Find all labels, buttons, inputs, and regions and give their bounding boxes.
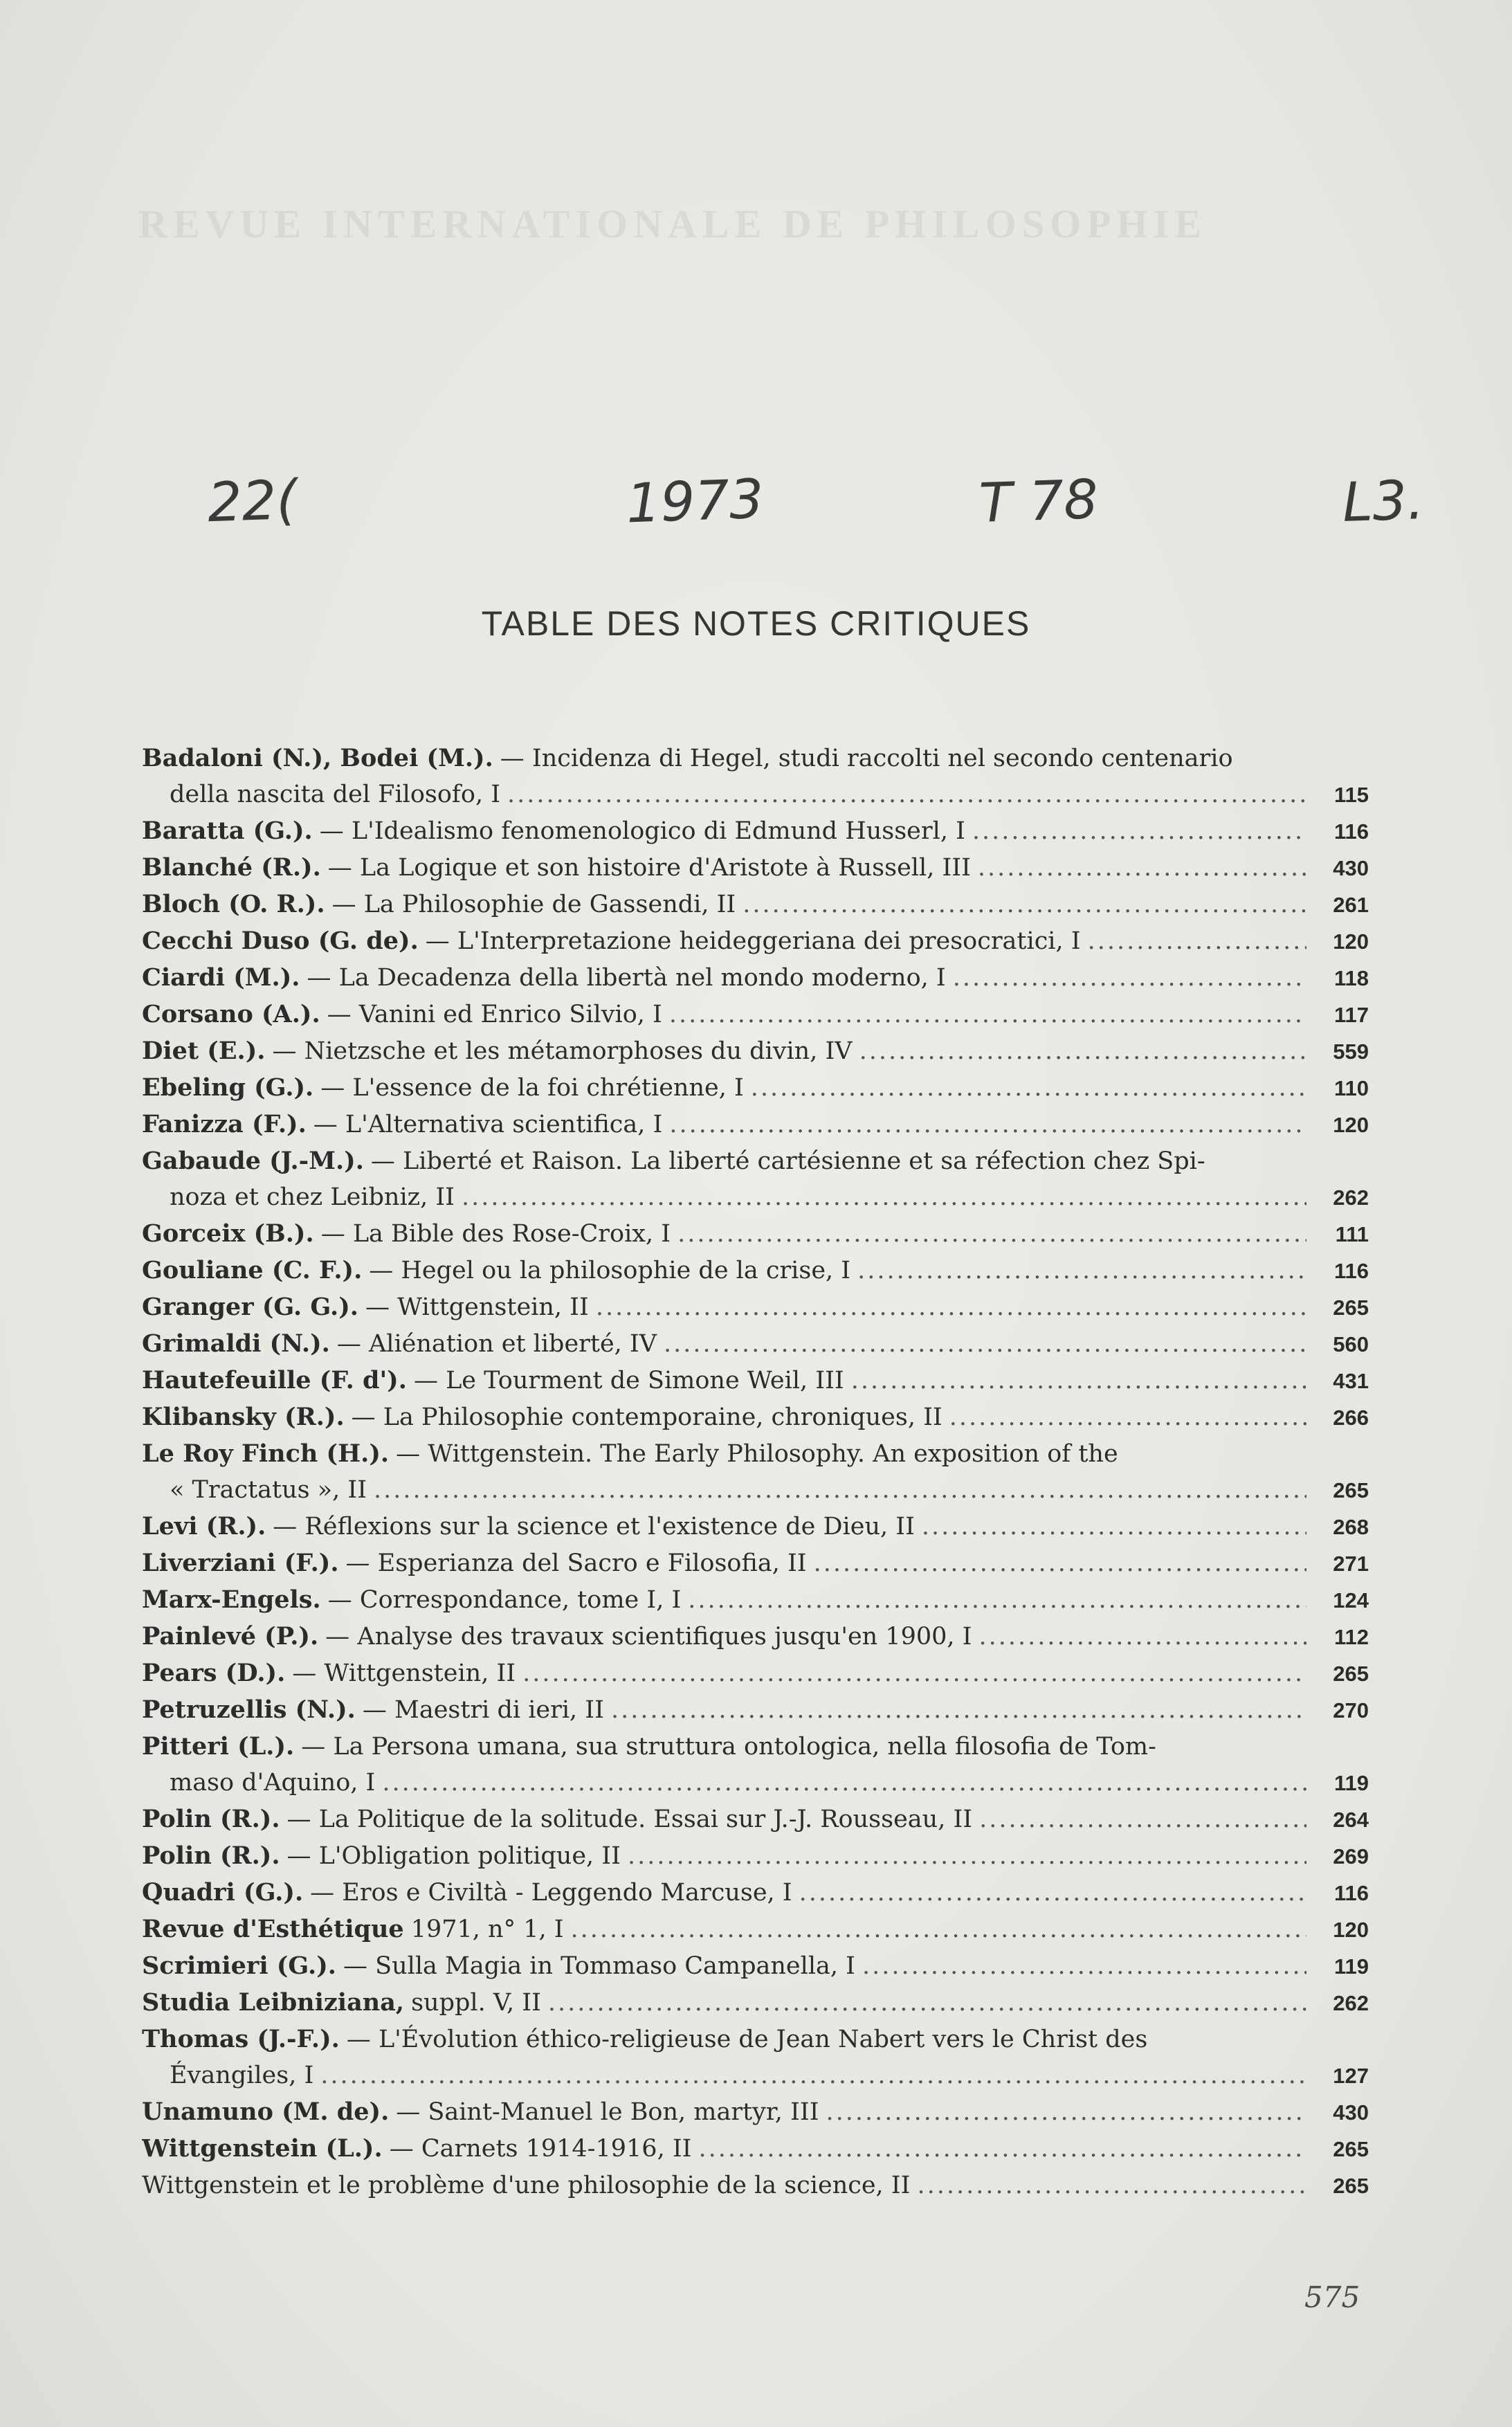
entry-line — [142, 1253, 1369, 1289]
entry-author: Studia Leibniziana, — [142, 1988, 405, 2017]
entry-line — [142, 1801, 1369, 1838]
entry-line — [142, 1070, 1369, 1107]
entry-page-number: 111 — [1335, 1222, 1369, 1246]
entry-continuation-line — [142, 776, 1369, 813]
entry-title-continuation: Évangiles, I — [170, 2062, 314, 2089]
list-item — [142, 1875, 1369, 1911]
entry-author: Gouliane (C. F.). — [142, 1256, 363, 1284]
entry-line — [142, 1216, 1369, 1253]
entry-author: Scrimieri (G.). — [142, 1952, 336, 1980]
list-item — [142, 1545, 1369, 1582]
entry-title-continuation: « Tractatus », II — [170, 1476, 367, 1504]
entry-line — [142, 923, 1369, 960]
entry-page-number: 118 — [1333, 966, 1369, 990]
entry-line — [142, 960, 1369, 997]
list-item — [142, 1399, 1369, 1436]
entries-list — [142, 740, 1369, 2204]
list-item — [142, 960, 1369, 997]
entry-line — [142, 2094, 1369, 2131]
entry-author: Gorceix (B.). — [142, 1219, 314, 1248]
list-item — [142, 1253, 1369, 1289]
list-item — [142, 813, 1369, 850]
entry-author: Revue d'Esthétique — [142, 1915, 404, 1943]
list-item — [142, 1436, 1369, 1509]
entry-title: — L'Évolution éthico-religieuse de Jean Nabert vers le Christ des — [346, 2026, 1148, 2053]
leader-dots — [669, 997, 1306, 1033]
leader-dots — [677, 1216, 1306, 1252]
entry-line — [142, 2021, 1369, 2057]
leader-dots — [799, 1875, 1306, 1911]
list-item — [142, 850, 1369, 887]
entry-author: Gabaude (J.-M.). — [142, 1147, 364, 1175]
entry-page-number: 265 — [1333, 1478, 1369, 1502]
list-item — [142, 1070, 1369, 1107]
entry-author: Thomas (J.-F.). — [142, 2025, 340, 2053]
entry-page-number: 264 — [1333, 1808, 1369, 1832]
leader-dots — [669, 1107, 1306, 1143]
list-item — [142, 1838, 1369, 1875]
entry-title: — Wittgenstein, II — [292, 1660, 516, 1687]
entry-title: — Saint-Manuel le Bon, martyr, III — [396, 2098, 819, 2126]
entry-line — [142, 1436, 1369, 1472]
leader-dots — [917, 2167, 1306, 2203]
list-item — [142, 1326, 1369, 1363]
entry-author: Diet (E.). — [142, 1037, 266, 1065]
leader-dots — [374, 1472, 1306, 1508]
entry-line — [142, 1509, 1369, 1545]
entry-line — [142, 997, 1369, 1033]
leader-dots — [688, 1582, 1306, 1618]
entry-line — [142, 1655, 1369, 1692]
entry-page-number: 261 — [1333, 893, 1369, 917]
list-item — [142, 1509, 1369, 1545]
leader-dots — [664, 1326, 1306, 1362]
entry-author: Corsano (A.). — [142, 1000, 320, 1028]
entry-author: Pitteri (L.). — [142, 1732, 295, 1761]
list-item — [142, 1655, 1369, 1692]
entry-line — [142, 1033, 1369, 1070]
entry-author: Le Roy Finch (H.). — [142, 1439, 390, 1468]
entry-line — [142, 1363, 1369, 1399]
entry-page-number: 559 — [1333, 1039, 1369, 1064]
entry-title: — L'Obligation politique, II — [286, 1842, 621, 1870]
entry-title: — Sulla Magia in Tommaso Campanella, I — [343, 1952, 855, 1980]
leader-dots — [979, 1801, 1306, 1837]
list-item — [142, 997, 1369, 1033]
entry-title: suppl. V, II — [411, 1989, 541, 2017]
entry-page-number: 431 — [1333, 1369, 1369, 1393]
entry-page-number: 116 — [1333, 1259, 1369, 1283]
entry-author: Ciardi (M.). — [142, 963, 300, 992]
leader-dots — [320, 2057, 1306, 2093]
entry-author: Unamuno (M. de). — [142, 2098, 390, 2126]
list-item — [142, 887, 1369, 923]
handwritten-note-2: 1973 — [625, 468, 765, 536]
entry-title: — La Decadenza della libertà nel mondo moderno, I — [307, 964, 946, 992]
entry-author: Fanizza (F.). — [142, 1110, 307, 1138]
leader-dots — [972, 813, 1306, 849]
list-item — [142, 2021, 1369, 2094]
leader-dots — [949, 1399, 1306, 1435]
leader-dots — [857, 1253, 1306, 1289]
entry-line — [142, 1875, 1369, 1911]
entry-line — [142, 1289, 1369, 1326]
entry-title: — La Persona umana, sua struttura ontologica, nella filosofia de Tom- — [301, 1733, 1156, 1761]
handwritten-note-3: T 78 — [978, 469, 1100, 535]
entry-page-number: 266 — [1333, 1406, 1369, 1430]
list-item — [142, 1692, 1369, 1729]
handwritten-note-1: 22( — [206, 469, 299, 535]
entry-page-number: 262 — [1333, 1991, 1369, 2015]
entry-author: Pears (D.). — [142, 1659, 286, 1687]
list-item — [142, 740, 1369, 813]
leader-dots — [548, 1985, 1306, 2021]
entry-page-number: 119 — [1333, 1771, 1369, 1795]
list-item — [142, 1107, 1369, 1143]
entry-author: Painlevé (P.). — [142, 1622, 319, 1651]
entry-page-number: 265 — [1333, 2174, 1369, 2198]
entry-title: — Incidenza di Hegel, studi raccolti nel secondo centenario — [500, 745, 1233, 772]
list-item — [142, 1619, 1369, 1655]
entry-continuation-line — [142, 2057, 1369, 2094]
leader-dots — [862, 1948, 1306, 1984]
bleed-through-header: REVUE INTERNATIONALE DE PHILOSOPHIE — [138, 201, 1207, 246]
entry-title: — L'essence de la foi chrétienne, I — [320, 1074, 744, 1102]
entry-page-number: 265 — [1333, 1662, 1369, 1686]
leader-dots — [859, 1033, 1306, 1069]
entry-continuation-line — [142, 1765, 1369, 1801]
list-item — [142, 1985, 1369, 2021]
entry-author: Levi (R.). — [142, 1512, 266, 1540]
entry-title: — Aliénation et liberté, IV — [336, 1330, 657, 1358]
entry-line — [142, 1985, 1369, 2021]
list-item — [142, 1948, 1369, 1985]
page-title: TABLE DES NOTES CRITIQUES — [481, 604, 1031, 643]
entry-author: Polin (R.). — [142, 1805, 280, 1833]
entry-line — [142, 813, 1369, 850]
entry-line — [142, 740, 1369, 776]
entry-continuation-line — [142, 1472, 1369, 1509]
entry-page-number: 112 — [1333, 1625, 1369, 1649]
entry-line — [142, 1911, 1369, 1948]
leader-dots — [851, 1363, 1306, 1399]
entry-line — [142, 887, 1369, 923]
entry-title: — Wittgenstein. The Early Philosophy. An exposition of the — [396, 1440, 1118, 1468]
entry-title: — La Philosophie contemporaine, chroniques, II — [351, 1403, 942, 1431]
page-number: 575 — [1304, 2280, 1360, 2314]
entry-title: — Hegel ou la philosophie de la crise, I — [369, 1257, 851, 1284]
entry-page-number: 116 — [1333, 1881, 1369, 1905]
entry-page-number: 268 — [1333, 1515, 1369, 1539]
entry-title: — L'Idealismo fenomenologico di Edmund Husserl, I — [319, 817, 965, 845]
handwritten-note-4: L3. — [1341, 469, 1426, 535]
entry-line — [142, 850, 1369, 887]
entry-author: Quadri (G.). — [142, 1878, 304, 1907]
entry-page-number: 127 — [1333, 2064, 1369, 2088]
entry-title-continuation: della nascita del Filosofo, I — [170, 781, 501, 808]
entry-line — [142, 1545, 1369, 1582]
entry-page-number: 430 — [1333, 856, 1369, 880]
entry-author: Grimaldi (N.). — [142, 1329, 330, 1358]
entry-line — [142, 1729, 1369, 1765]
leader-dots — [1088, 923, 1306, 959]
entry-title: — La Logique et son histoire d'Aristote à Russell, III — [327, 854, 971, 882]
entry-author: Baratta (G.). — [142, 817, 313, 845]
list-item — [142, 2131, 1369, 2167]
entry-page-number: 116 — [1333, 819, 1369, 844]
entry-title: 1971, n° 1, I — [410, 1916, 564, 1943]
entry-author: Klibansky (R.). — [142, 1403, 345, 1431]
list-item — [142, 1216, 1369, 1253]
entry-author: Granger (G. G.). — [142, 1293, 358, 1321]
entry-title: — Le Tourment de Simone Weil, III — [413, 1367, 844, 1394]
leader-dots — [826, 2094, 1306, 2130]
entry-title: — La Bible des Rose-Croix, I — [320, 1220, 671, 1248]
list-item — [142, 2167, 1369, 2204]
list-item — [142, 2094, 1369, 2131]
entry-author: Liverziani (F.). — [142, 1549, 339, 1577]
leader-dots — [814, 1545, 1306, 1581]
leader-dots — [743, 887, 1306, 922]
leader-dots — [611, 1692, 1306, 1728]
entry-author: Marx-Engels. — [142, 1585, 321, 1614]
entry-page-number: 265 — [1333, 2137, 1369, 2161]
leader-dots — [522, 1655, 1306, 1691]
entry-page-number: 120 — [1333, 1113, 1369, 1137]
list-item — [142, 1911, 1369, 1948]
entry-line — [142, 1619, 1369, 1655]
entry-author: Polin (R.). — [142, 1842, 280, 1870]
entry-page-number: 124 — [1333, 1588, 1369, 1612]
entry-author: Wittgenstein (L.). — [142, 2134, 383, 2163]
leader-dots — [978, 850, 1306, 886]
entry-line — [142, 2167, 1369, 2204]
leader-dots — [382, 1765, 1306, 1801]
entry-page-number: 430 — [1333, 2100, 1369, 2125]
entry-line — [142, 1692, 1369, 1729]
leader-dots — [698, 2131, 1306, 2167]
entry-page-number: 120 — [1333, 1918, 1369, 1942]
entry-author: Cecchi Duso (G. de). — [142, 927, 419, 955]
entry-title: — Maestri di ieri, II — [362, 1696, 604, 1724]
list-item — [142, 1033, 1369, 1070]
entry-line — [142, 1399, 1369, 1436]
entry-line — [142, 1582, 1369, 1619]
entry-title: — Liberté et Raison. La liberté cartésienne et sa réfection chez Spi- — [370, 1147, 1205, 1175]
entry-page-number: 120 — [1333, 929, 1369, 954]
entry-page-number: 117 — [1333, 1003, 1369, 1027]
entry-title: — L'Alternativa scientifica, I — [313, 1111, 663, 1138]
entry-title: — L'Interpretazione heideggeriana dei presocratici, I — [425, 927, 1081, 955]
leader-dots — [462, 1179, 1306, 1215]
entry-page-number: 265 — [1333, 1296, 1369, 1320]
entry-page-number: 119 — [1333, 1954, 1369, 1979]
list-item — [142, 1363, 1369, 1399]
entry-author: Blanché (R.). — [142, 853, 321, 882]
leader-dots — [953, 960, 1306, 996]
entry-author: Ebeling (G.). — [142, 1073, 314, 1102]
entry-title-continuation: maso d'Aquino, I — [170, 1769, 376, 1797]
entry-line — [142, 1838, 1369, 1875]
leader-dots — [596, 1289, 1306, 1325]
leader-dots — [628, 1838, 1306, 1874]
entry-title: — Correspondance, tome I, I — [327, 1586, 682, 1614]
entry-page-number: 560 — [1333, 1332, 1369, 1356]
entry-title: — Carnets 1914-1916, II — [389, 2135, 692, 2163]
list-item — [142, 1289, 1369, 1326]
list-item — [142, 1801, 1369, 1838]
leader-dots — [922, 1509, 1306, 1545]
entry-title: — Analyse des travaux scientifiques jusqu'en 1900, I — [325, 1623, 972, 1651]
leader-dots — [751, 1070, 1306, 1106]
entry-page-number: 269 — [1333, 1844, 1369, 1869]
entry-continuation-line — [142, 1179, 1369, 1216]
list-item — [142, 1582, 1369, 1619]
entry-title: — Eros e Civiltà - Leggendo Marcuse, I — [310, 1879, 792, 1907]
leader-dots — [571, 1911, 1306, 1947]
entry-title-continuation: noza et chez Leibniz, II — [170, 1183, 455, 1211]
entry-line — [142, 1107, 1369, 1143]
entry-line — [142, 1948, 1369, 1985]
entry-page-number: 262 — [1333, 1185, 1369, 1210]
entry-page-number: 110 — [1333, 1076, 1369, 1100]
entry-title: Wittgenstein et le problème d'une philosophie de la science, II — [142, 2172, 911, 2199]
entry-title: — La Politique de la solitude. Essai sur J.-J. Rousseau, II — [286, 1806, 973, 1833]
entry-page-number: 271 — [1333, 1552, 1369, 1576]
entry-line — [142, 1143, 1369, 1179]
entry-line — [142, 2131, 1369, 2167]
list-item — [142, 1143, 1369, 1216]
entry-page-number: 115 — [1333, 783, 1369, 807]
leader-dots — [978, 1619, 1306, 1655]
list-item — [142, 1729, 1369, 1801]
list-item — [142, 923, 1369, 960]
entry-title: — Réflexions sur la science et l'existence de Dieu, II — [273, 1513, 915, 1540]
entry-author: Petruzellis (N.). — [142, 1696, 356, 1724]
entry-page-number: 270 — [1333, 1698, 1369, 1722]
entry-author: Bloch (O. R.). — [142, 890, 325, 918]
entry-author: Badaloni (N.), Bodei (M.). — [142, 744, 493, 772]
leader-dots — [507, 776, 1306, 812]
entry-title: — Wittgenstein, II — [365, 1293, 589, 1321]
entry-title: — Esperianza del Sacro e Filosofia, II — [345, 1549, 807, 1577]
entry-title: — Nietzsche et les métamorphoses du divin, IV — [272, 1037, 853, 1065]
entry-line — [142, 1326, 1369, 1363]
entry-title: — La Philosophie de Gassendi, II — [331, 891, 736, 918]
entry-title: — Vanini ed Enrico Silvio, I — [327, 1001, 662, 1028]
entry-author: Hautefeuille (F. d'). — [142, 1366, 407, 1394]
